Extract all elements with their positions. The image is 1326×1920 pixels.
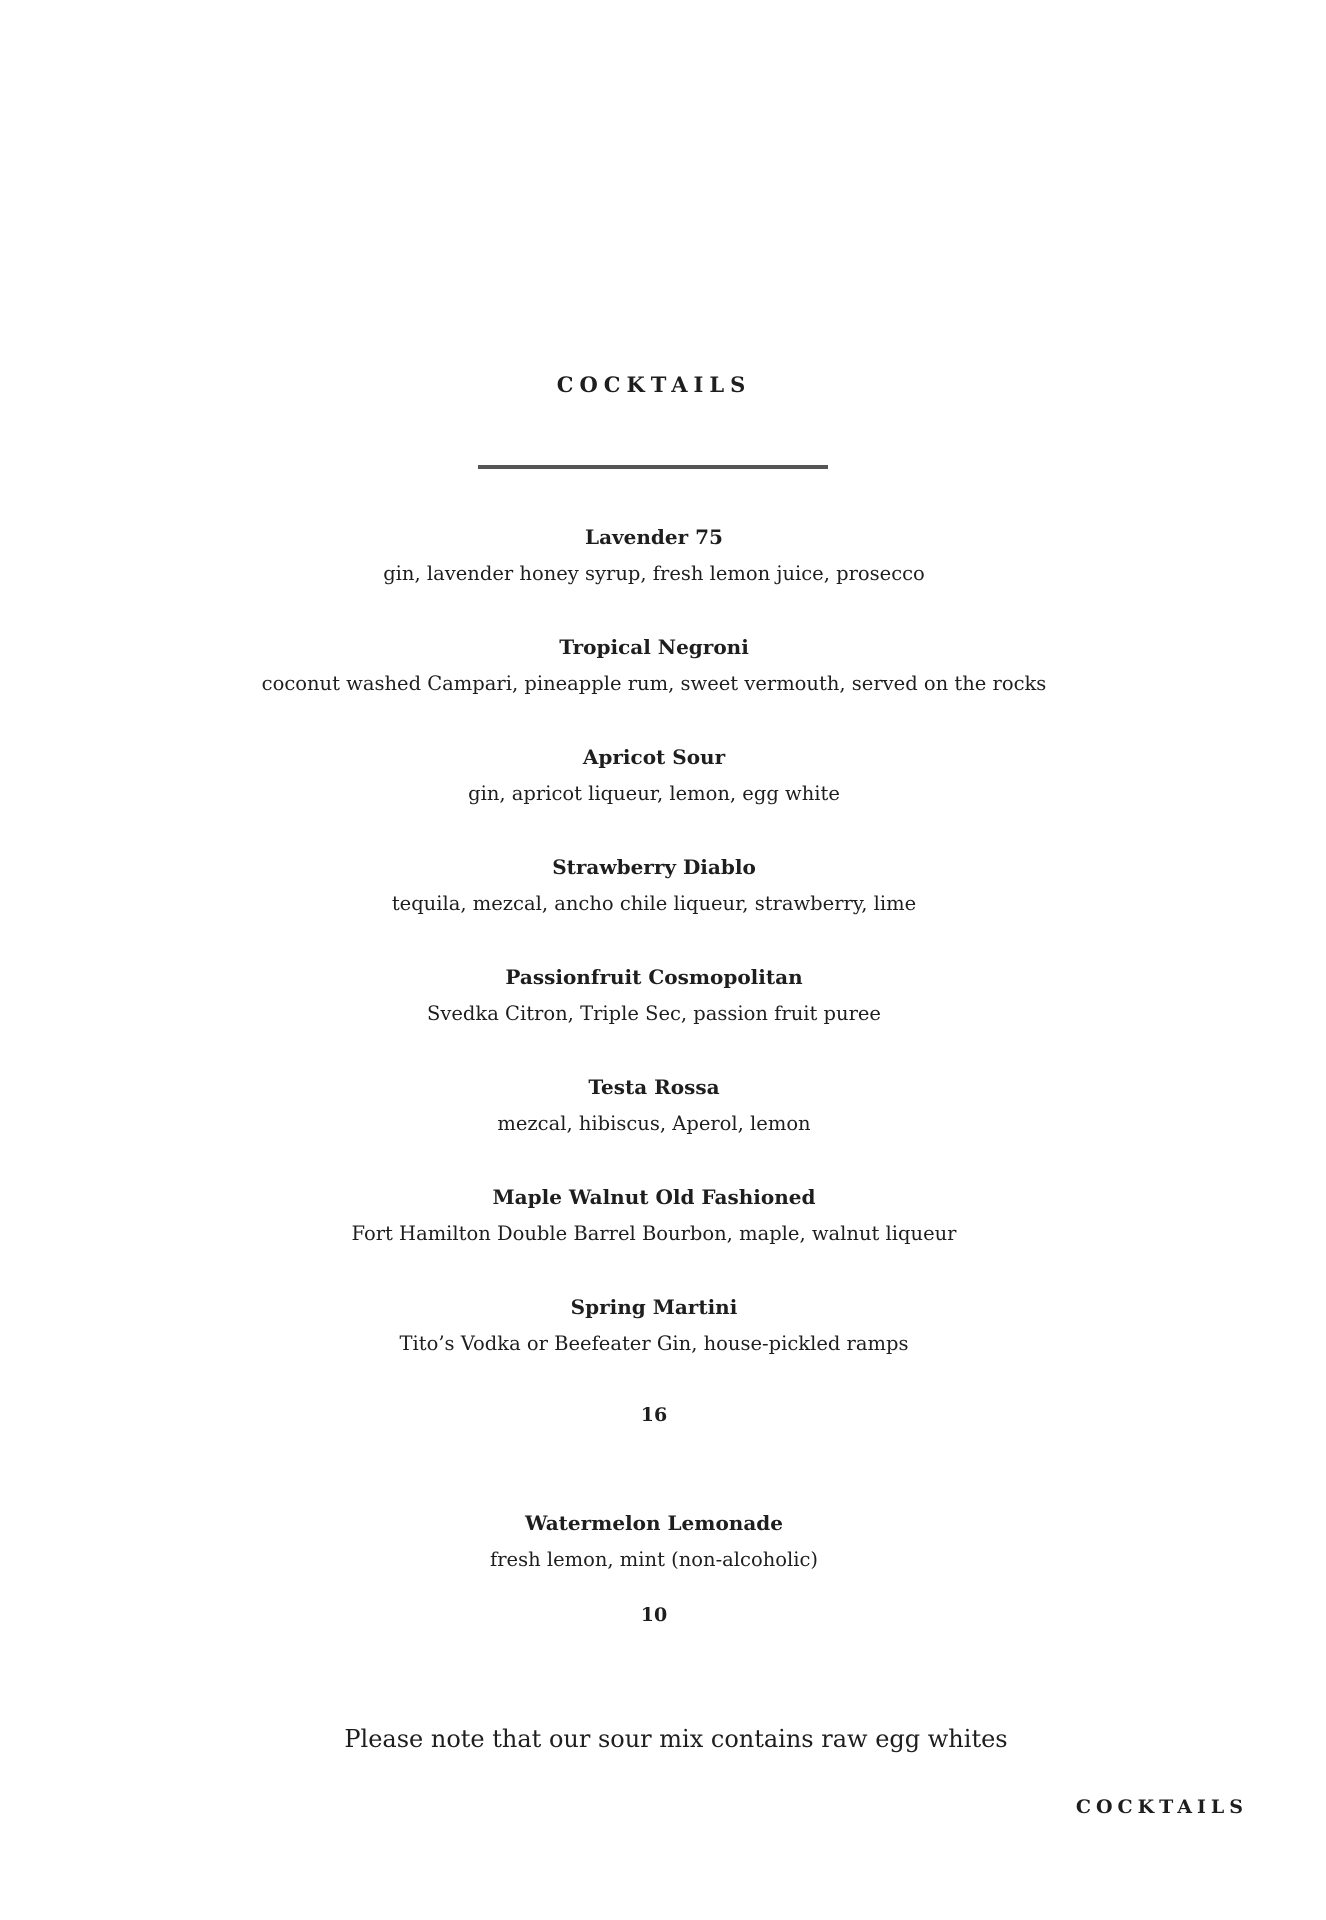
menu-item <box>0 852 1308 962</box>
item-name: Passionfruit Cosmopolitan <box>505 965 803 989</box>
menu-item <box>0 962 1308 1072</box>
item-name: Testa Rossa <box>588 1075 720 1099</box>
item-name: Tropical Negroni <box>559 635 749 659</box>
menu-item <box>0 1182 1308 1292</box>
item-description: gin, apricot liqueur, lemon, egg white <box>468 782 840 805</box>
item-description: tequila, mezcal, ancho chile liqueur, strawberry, lime <box>391 892 917 915</box>
item-name: Strawberry Diablo <box>552 855 756 879</box>
item-name: Apricot Sour <box>582 745 726 769</box>
menu-item <box>0 522 1308 632</box>
item-name: Spring Martini <box>570 1295 738 1319</box>
menu-item <box>0 742 1308 852</box>
menu-item <box>0 1292 1308 1402</box>
menu-item <box>0 632 1308 742</box>
footer-label: COCKTAILS <box>1075 1796 1248 1818</box>
non-alcoholic-price: 10 <box>640 1604 668 1626</box>
item-name: Watermelon Lemonade <box>524 1511 783 1535</box>
item-description: gin, lavender honey syrup, fresh lemon juice, prosecco <box>383 562 925 585</box>
cocktail-price: 16 <box>640 1404 668 1426</box>
item-name: Lavender 75 <box>585 525 723 549</box>
title-divider <box>478 465 828 469</box>
item-description: Fort Hamilton Double Barrel Bourbon, maple, walnut liqueur <box>351 1222 957 1245</box>
item-description: coconut washed Campari, pineapple rum, sweet vermouth, served on the rocks <box>261 672 1047 695</box>
item-name: Maple Walnut Old Fashioned <box>492 1185 816 1209</box>
non-alcoholic-item <box>0 1508 1308 1575</box>
footnote: Please note that our sour mix contains raw egg whites <box>344 1725 1008 1753</box>
item-description: mezcal, hibiscus, Aperol, lemon <box>497 1112 811 1135</box>
cocktail-list <box>0 522 1308 1402</box>
item-description: Tito’s Vodka or Beefeater Gin, house-pickled ramps <box>399 1332 909 1355</box>
menu-item <box>0 1072 1308 1182</box>
item-description: Svedka Citron, Triple Sec, passion fruit puree <box>427 1002 881 1025</box>
item-description: fresh lemon, mint (non-alcoholic) <box>489 1548 818 1571</box>
page-title: COCKTAILS <box>556 372 752 397</box>
